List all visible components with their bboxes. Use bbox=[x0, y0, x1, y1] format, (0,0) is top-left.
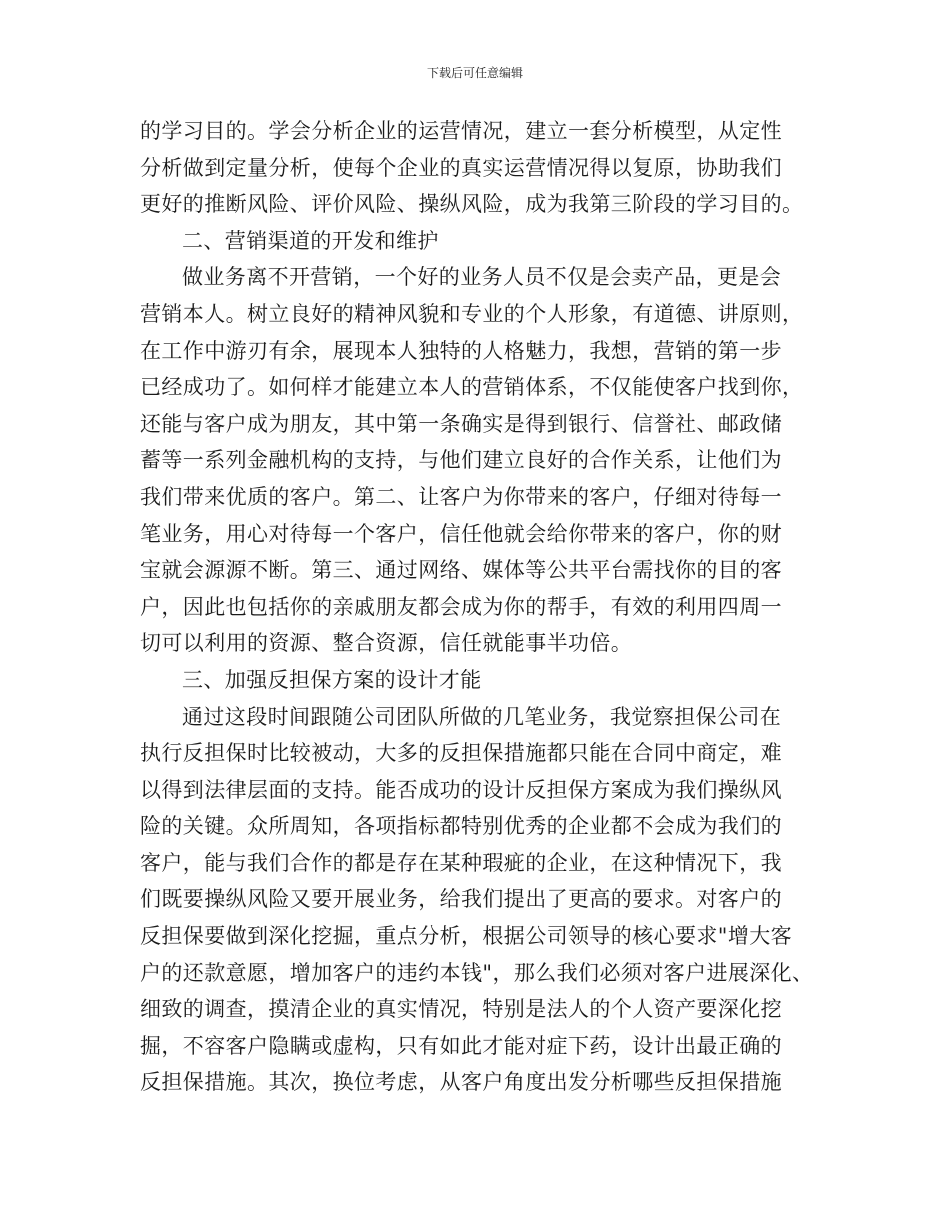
text-line: 执行反担保时比较被动，大多的反担保措施都只能在合同中商定，难 bbox=[140, 741, 782, 766]
text-line: 营销本人。树立良好的精神风貌和专业的个人形象，有道德、讲原则， bbox=[140, 301, 804, 326]
text-line: 细致的调查，摸清企业的真实情况，特别是法人的个人资产要深化挖 bbox=[140, 997, 782, 1022]
document-body bbox=[140, 113, 812, 1101]
text-line: 客户，能与我们合作的都是存在某种瑕疵的企业，在这种情况下，我 bbox=[140, 850, 782, 875]
text-line: 还能与客户成为朋友，其中第一条确实是得到银行、信誉社、邮政储 bbox=[140, 411, 782, 436]
text-line: 掘，不容客户隐瞒或虚构，只有如此才能对症下药，设计出最正确的 bbox=[140, 1033, 782, 1058]
text-line: 户的还款意愿，增加客户的违约本钱"，那么我们必须对客户进展深化、 bbox=[140, 960, 814, 985]
text-line: 我们带来优质的客户。第二、让客户为你带来的客户，仔细对待每一 bbox=[140, 484, 782, 509]
text-line: 户，因此也包括你的亲戚朋友都会成为你的帮手，有效的利用四周一 bbox=[140, 594, 782, 619]
text-line: 切可以利用的资源、整合资源，信任就能事半功倍。 bbox=[140, 631, 633, 656]
text-line: 反担保措施。其次，换位考虑，从客户角度出发分析哪些反担保措施 bbox=[140, 1070, 782, 1095]
page-header-note: 下载后可任意编辑 bbox=[426, 66, 523, 80]
text-line: 做业务离不开营销，一个好的业务人员不仅是会卖产品，更是会 bbox=[182, 265, 782, 290]
text-line: 更好的推断风险、评价风险、操纵风险，成为我第三阶段的学习目的。 bbox=[140, 192, 804, 217]
text-line: 三、加强反担保方案的设计才能 bbox=[182, 667, 482, 692]
text-line: 们既要操纵风险又要开展业务，给我们提出了更高的要求。对客户的 bbox=[140, 887, 782, 912]
text-line: 笔业务，用心对待每一个客户，信任他就会给你带来的客户，你的财 bbox=[140, 521, 782, 546]
text-line: 的学习目的。学会分析企业的运营情况，建立一套分析模型，从定性 bbox=[140, 119, 782, 143]
text-line: 宝就会源源不断。第三、通过网络、媒体等公共平台需找你的目的客 bbox=[140, 558, 782, 583]
text-line: 以得到法律层面的支持。能否成功的设计反担保方案成为我们操纵风 bbox=[140, 777, 782, 802]
text-line: 二、营销渠道的开发和维护 bbox=[182, 228, 439, 253]
text-line: 已经成功了。如何样才能建立本人的营销体系，不仅能使客户找到你， bbox=[140, 375, 804, 400]
text-line: 蓄等一系列金融机构的支持，与他们建立良好的合作关系，让他们为 bbox=[140, 448, 782, 473]
text-line: 分析做到定量分析，使每个企业的真实运营情况得以复原，协助我们 bbox=[140, 155, 782, 180]
text-line: 通过这段时间跟随公司团队所做的几笔业务，我觉察担保公司在 bbox=[182, 704, 782, 729]
text-line: 在工作中游刃有余，展现本人独特的人格魅力，我想，营销的第一步 bbox=[140, 338, 782, 363]
text-line: 反担保要做到深化挖掘，重点分析，根据公司领导的核心要求"增大客 bbox=[140, 924, 793, 949]
text-line: 险的关键。众所周知，各项指标都特别优秀的企业都不会成为我们的 bbox=[140, 814, 782, 839]
